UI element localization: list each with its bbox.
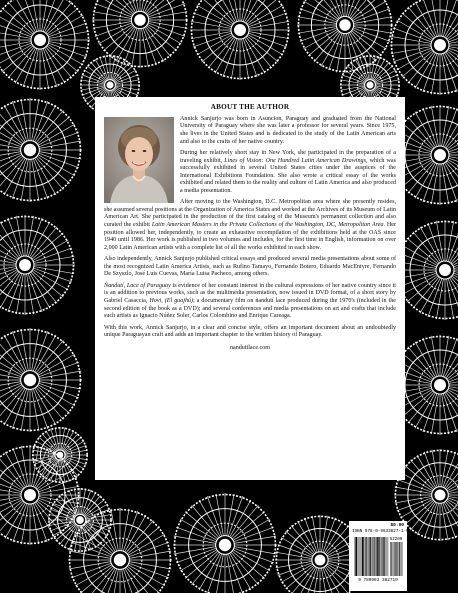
barcode-graphic xyxy=(352,535,404,583)
barcode-bar xyxy=(363,537,364,576)
barcode-box xyxy=(349,521,407,591)
bio-paragraph-3-text-a: After moving to the Washington, D.C. Metropolitan area where she presently resides, she assumed several positions at the Organization of America States and worked at the Archives of its Museum of Latin American Art. She participated in the production of the first catalog of the Museum's permanent collection and also curated the exhibit xyxy=(104,199,396,229)
book-title: Ñandutí, Lace of Paraguay xyxy=(104,282,171,289)
barcode-bar xyxy=(366,537,367,576)
barcode-bar xyxy=(395,542,396,576)
bio-paragraph-6: With this work, Annick Sanjurjo, in a clear and concise style, offers an important document about an undoubtedly unique Paraguayan craft and adds an important chapter to the written history of Paraguay. xyxy=(104,324,396,339)
barcode-bar xyxy=(399,542,400,576)
barcode-bar xyxy=(377,537,378,576)
barcode-bar xyxy=(355,537,356,576)
isbn-label: ISBN 978-0-9633827-1-9 xyxy=(352,529,409,534)
price-label: $0.00 xyxy=(390,523,404,528)
barcode-bar xyxy=(384,537,385,576)
ean-code-label: 9 780963 382719 xyxy=(358,578,398,583)
bio-paragraph-5-text-a: is evidence of her constant interest in the cultural expressions of her native country since it is an addition to previous works, such as the multimedia presentation, now issued in DVD format, of a short story by Gabriel Casaccia, xyxy=(104,282,396,304)
barcode-bar xyxy=(380,537,381,576)
barcode-bar xyxy=(369,537,370,576)
barcode-bar xyxy=(376,537,377,576)
author-photo xyxy=(104,117,174,203)
barcode-bar xyxy=(356,537,357,576)
bio-paragraph-5-text-b: ; a documentary film on ñandutí lace produced during the 1970's (included in the second edition of the book as a DVD); and several conferences and media presentations on art and crafts that include such artists as Ignacio Núñez Soler, Carlos Colombino and Enrique Careaga. xyxy=(104,297,396,320)
barcode-bar xyxy=(383,537,384,576)
bio-paragraph-2-text-b: , which was successfully exhibited in several United States cities under the auspices of the International Exhibitions Foundation. She also wrote a critical essay of the works exhibited and related them to the reality and culture of Latin America and also produced a media presentation. xyxy=(180,157,397,194)
barcode-bar xyxy=(391,542,392,576)
website-url: nandutilace.com xyxy=(229,344,271,351)
exhibit-title-latin-american-masters: Latin American Masters in the Private Collections of the Washington, DC, Metropolitan Area xyxy=(151,222,384,229)
lace-rosette xyxy=(32,427,88,483)
bio-paragraph-3 xyxy=(104,199,396,252)
addon-code-label: 52200 xyxy=(389,538,403,542)
exhibit-title-lines-of-vision: Lines of Vision: One Hundred Latin American Drawings xyxy=(224,157,366,164)
bio-paragraph-3-text-b: . Her position allowed her, independently, to create an exhaustive recompilation of the exhibitions held at the OAS since 1940 until 1986. Her work is published in two volumes and includes, for the first time in English, information on over 2,000 Latin American artists with a complete list of all the works exhibited in each show. xyxy=(104,222,396,251)
barcode-bar xyxy=(379,537,380,576)
story-title: Hovi, (El guajhú) xyxy=(149,297,194,304)
about-author-panel xyxy=(95,97,405,480)
bio-paragraph-4: Also independently, Annick Sanjurjo published critical essays and produced several media presentations about some of the most recognized Latin America Artists, such as Rufino Tamayo, Fernando Botero, Eduardo MacEntyre, Fernando De Szyszlo, José Luis Cuevas, María Luisa Pacheco, among others. xyxy=(104,256,396,278)
barcode-bar xyxy=(365,537,366,576)
barcode-bar xyxy=(362,537,363,576)
bio-paragraph-5 xyxy=(104,283,396,321)
bio-paragraph-1: Annick Sanjurjo was born in Asuncion, Paraguay and graduated from the National University of Paraguay where she was later a professor for several years. Since 1975, she lives in the United States and is dedicated to the study of the Latin American arts and also to the crafts of her native country. xyxy=(180,115,396,145)
barcode-bar xyxy=(370,537,371,576)
section-heading: ABOUT THE AUTHOR xyxy=(210,103,290,111)
bio-paragraph-2-text-a: During her relatively short stay in New York, she participated in the preparation of a traveling exhibit, xyxy=(180,150,396,164)
